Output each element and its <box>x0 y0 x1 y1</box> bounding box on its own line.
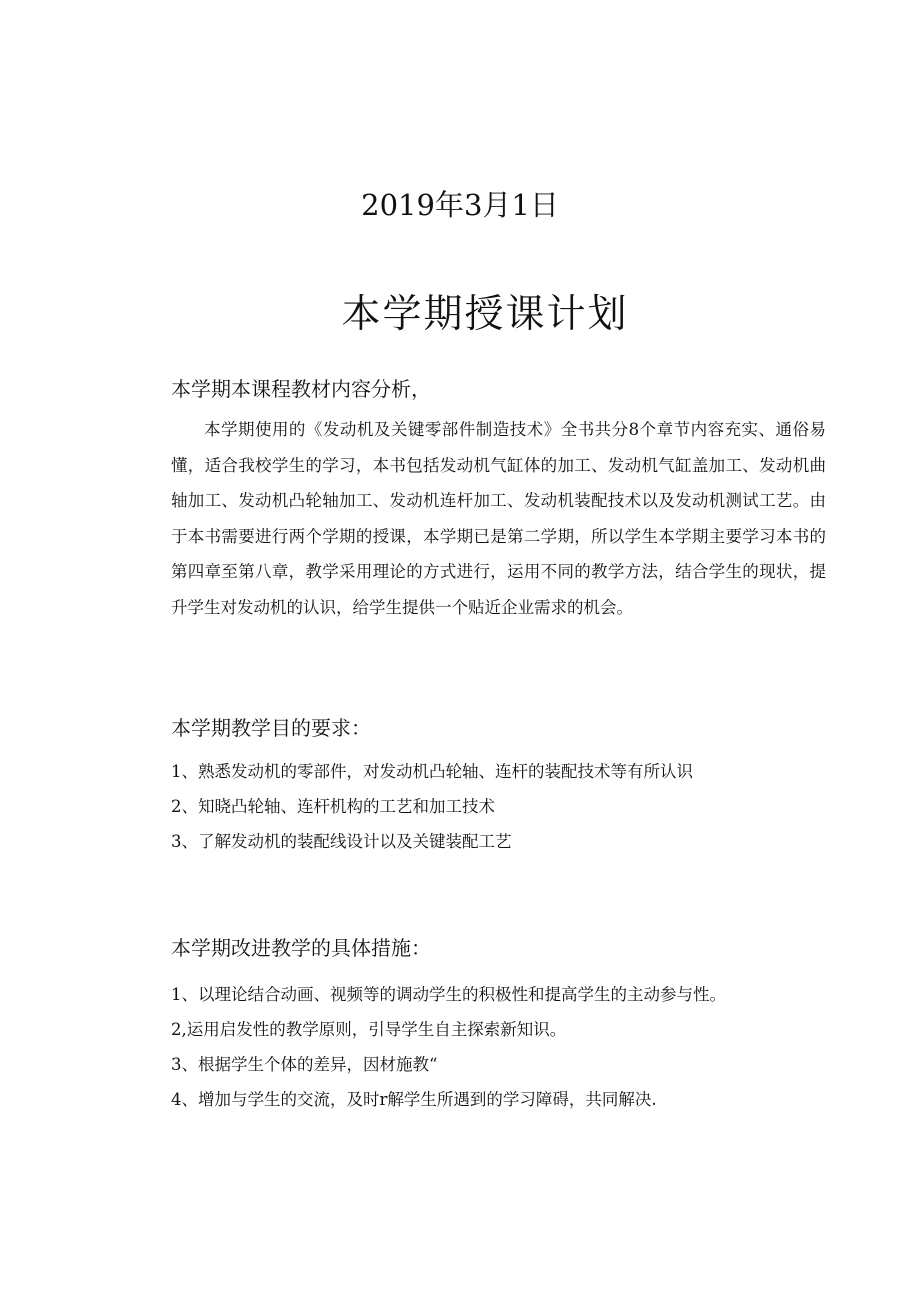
list-item: 1、以理论结合动画、视频等的调动学生的积极性和提高学生的主动参与性。 <box>171 985 726 1004</box>
teaching-goals-list <box>171 754 693 859</box>
content-analysis-paragraph: 本学期使用的《发动机及关键零部件制造技术》全书共分8个章节内容充实、通俗易懂，适合我校学生的学习，本书包括发动机气缸体的加工、发动机气缸盖加工、发动机曲轴加工、发动机凸轮轴加工、发动机连杆加工、发动机装配技术以及发动机测试工艺。由于本书需要进行两个学期的授课，本学期已是第二学期，所以学生本学期主要学习本书的第四章至第八章，教学采用理论的方式进行，运用不同的教学方法，结合学生的现状，提升学生对发动机的认识，给学生提供一个贴近企业需求的机会。 <box>171 420 826 617</box>
list-item: 2、知晓凸轮轴、连杆机构的工艺和加工技术 <box>171 797 495 816</box>
list-item: 2,运用启发性的教学原则，引导学生自主探索新知识。 <box>171 1020 567 1039</box>
list-item: 3、了解发动机的装配线设计以及关键装配工艺 <box>171 832 512 851</box>
list-item: 3、根据学生个体的差异，因材施教“ <box>171 1055 438 1074</box>
section-heading-improvement-measures: 本学期改进教学的具体措施： <box>171 936 431 960</box>
section-heading-teaching-goals: 本学期教学目的要求： <box>171 716 371 740</box>
improvement-measures-list <box>171 977 726 1117</box>
list-item: 1、熟悉发动机的零部件，对发动机凸轮轴、连杆的装配技术等有所认识 <box>171 762 693 781</box>
section-heading-content-analysis: 本学期本课程教材内容分析， <box>171 377 431 401</box>
list-item: 4、增加与学生的交流，及时r解学生所遇到的学习障碍，共同解决. <box>171 1090 657 1109</box>
document-title: 本学期授课计划 <box>341 292 629 337</box>
document-date: 2019年3月1日 <box>361 188 559 222</box>
